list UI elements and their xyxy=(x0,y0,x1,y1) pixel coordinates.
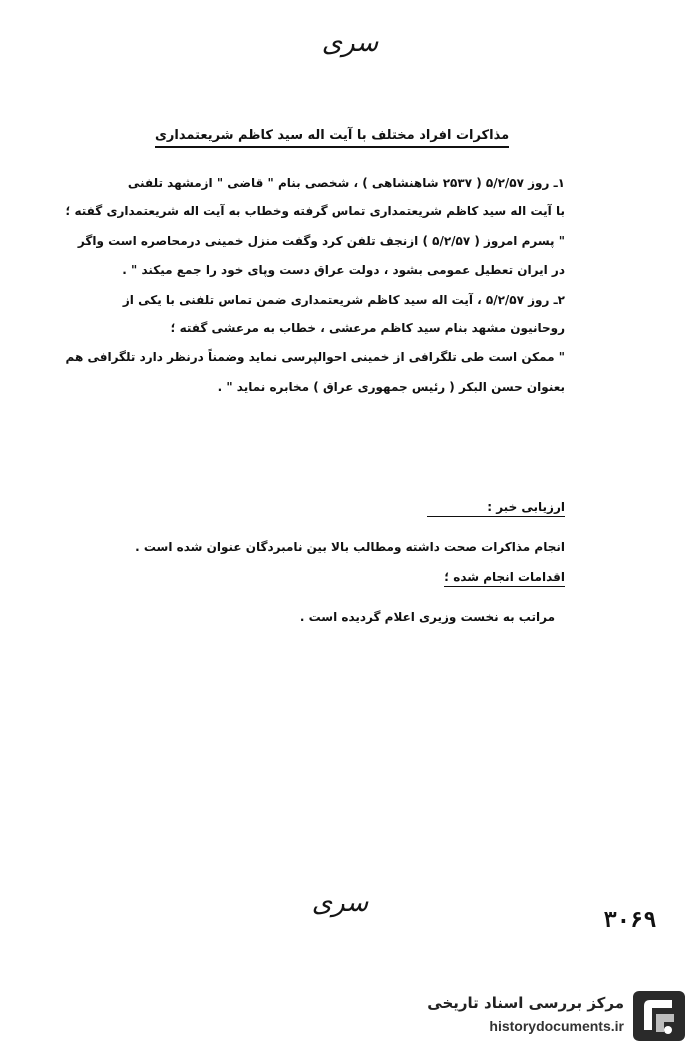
actions-heading-container xyxy=(265,566,565,587)
assessment-heading-container xyxy=(265,496,565,517)
watermark-org-name: مرکز بررسی اسناد تاریخی xyxy=(427,994,624,1012)
title-container xyxy=(155,124,510,148)
classification-header: سری xyxy=(321,28,379,58)
body-line-7: " ممکن است طی تلگرافی از خمینی احوالپرسی نماید وضمناً درنظر دارد تلگرافی هم xyxy=(65,350,565,364)
archive-logo-icon xyxy=(632,990,686,1042)
body-line-6: روحانیون مشهد بنام سید کاظم مرعشی ، خطاب به مرعشی گفته ؛ xyxy=(170,321,565,335)
actions-text: مراتب به نخست وزیری اعلام گردیده است . xyxy=(299,610,555,624)
body-line-8: بعنوان حسن البکر ( رئیس جمهوری عراق ) مخابره نماید " . xyxy=(217,380,565,394)
actions-heading: اقدامات انجام شده ؛ xyxy=(444,570,565,587)
watermark-url: historydocuments.ir xyxy=(489,1018,624,1034)
body-line-5: ۲ـ روز ۵/۲/۵۷ ، آیت اله سید کاظم شریعتمداری ضمن تماس تلفنی با یکی از xyxy=(122,293,565,307)
body-line-3: " پسرم امروز ( ۵/۲/۵۷ ) ازنجف تلفن کرد وگفت منزل خمینی درمحاصره است واگر xyxy=(77,234,565,248)
body-line-4: در ایران تعطیل عمومی بشود ، دولت عراق دست وپای خود را جمع میکند " . xyxy=(122,263,565,277)
classification-footer: سری xyxy=(311,888,369,918)
document-title: مذاکرات افراد مختلف با آیت اله سید کاظم شریعتمداری xyxy=(155,128,509,148)
watermark xyxy=(396,988,686,1044)
body-line-2: با آیت اله سید کاظم شریعتمداری تماس گرفته وخطاب به آیت اله شریعتمداری گفته ؛ xyxy=(65,204,565,218)
body-line-1: ۱ـ روز ۵/۲/۵۷ ( ۲۵۳۷ شاهنشاهی ) ، شخصی بنام " قاضی " ازمشهد تلفنی xyxy=(127,176,565,190)
assessment-text: انجام مذاکرات صحت داشته ومطالب بالا بین نامبردگان عنوان شده است . xyxy=(135,540,565,554)
assessment-heading: ارزیابی خبر : xyxy=(427,500,565,517)
page-number: ۳۰۶۹ xyxy=(603,908,657,933)
